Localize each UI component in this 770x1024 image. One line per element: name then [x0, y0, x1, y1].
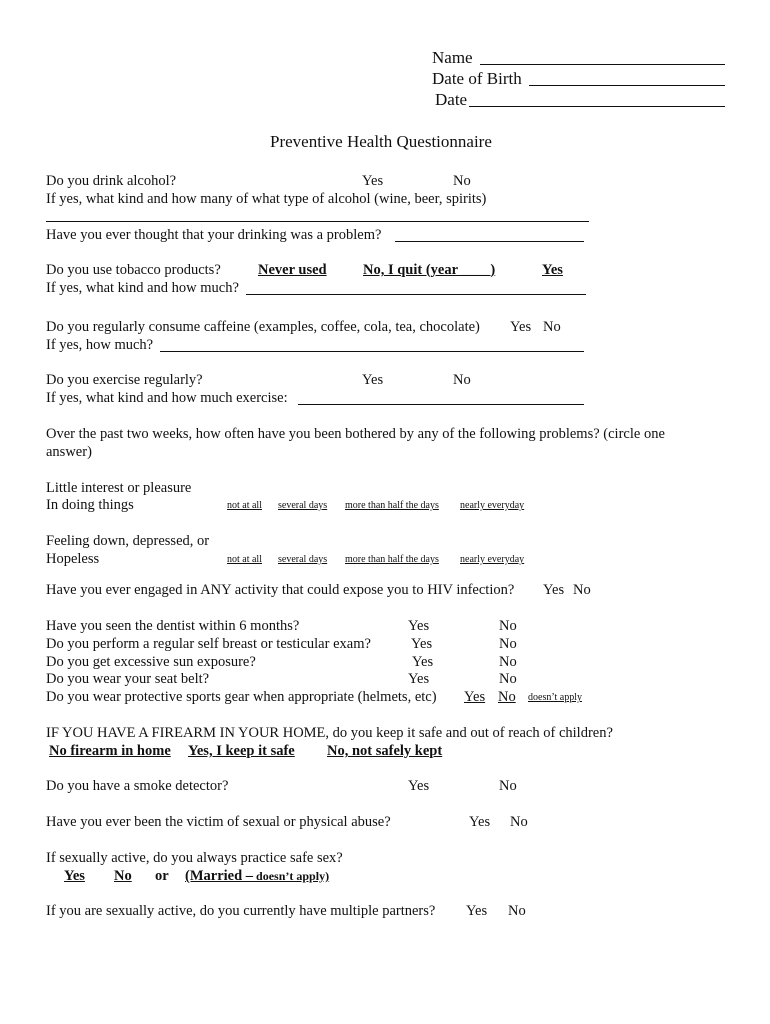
hiv-question: Have you ever engaged in ANY activity that could expose you to HIV infection?	[46, 582, 515, 598]
alcohol-question: Do you drink alcohol?	[46, 173, 177, 189]
smoke-detector-yes-option[interactable]: Yes	[408, 778, 430, 794]
interest-option-several-days[interactable]: several days	[278, 500, 328, 511]
dentist-no-option[interactable]: No	[499, 618, 517, 634]
abuse-question: Have you ever been the victim of sexual or physical abuse?	[46, 814, 391, 830]
firearm-safe-option[interactable]: Yes, I keep it safe	[188, 743, 295, 759]
caffeine-answer-field[interactable]	[160, 351, 584, 352]
dob-label: Date of Birth	[432, 69, 522, 88]
interest-label-line2: In doing things	[46, 497, 134, 513]
alcohol-no-option[interactable]: No	[453, 173, 471, 189]
date-field[interactable]	[469, 106, 725, 107]
interest-label-line1: Little interest or pleasure	[46, 480, 192, 496]
dentist-question: Have you seen the dentist within 6 months?	[46, 618, 300, 634]
caffeine-yes-option[interactable]: Yes	[510, 319, 532, 335]
tobacco-answer-field[interactable]	[246, 294, 586, 295]
depressed-label-line1: Feeling down, depressed, or	[46, 533, 210, 549]
depressed-option-more-than-half[interactable]: more than half the days	[345, 554, 439, 565]
safe-sex-no-option[interactable]: No	[114, 868, 132, 884]
safe-sex-yes-option[interactable]: Yes	[64, 868, 85, 884]
sports-gear-question: Do you wear protective sports gear when appropriate (helmets, etc)	[46, 689, 437, 705]
self-exam-yes-option[interactable]: Yes	[411, 636, 433, 652]
dob-field[interactable]	[529, 85, 725, 86]
seatbelt-yes-option[interactable]: Yes	[408, 671, 430, 687]
depressed-option-nearly-everyday[interactable]: nearly everyday	[460, 554, 525, 565]
interest-option-nearly-everyday[interactable]: nearly everyday	[460, 500, 525, 511]
hiv-yes-option[interactable]: Yes	[543, 582, 565, 598]
problems-intro-line1: Over the past two weeks, how often have you been bothered by any of the following problems? (circle one	[46, 426, 665, 442]
exercise-yes-option[interactable]: Yes	[362, 372, 384, 388]
safe-sex-married-option[interactable]: (Married – doesn’t apply)	[185, 868, 330, 884]
exercise-no-option[interactable]: No	[453, 372, 471, 388]
self-exam-question: Do you perform a regular self breast or testicular exam?	[46, 636, 371, 652]
tobacco-quit-option[interactable]: No, I quit (year ____)	[363, 262, 496, 278]
problems-intro-line2: answer)	[46, 444, 92, 460]
sports-gear-no-option[interactable]: No	[498, 689, 516, 705]
partners-no-option[interactable]: No	[508, 903, 526, 919]
exercise-followup: If yes, what kind and how much exercise:	[46, 390, 288, 406]
self-exam-no-option[interactable]: No	[499, 636, 517, 652]
name-field[interactable]	[480, 64, 725, 65]
exercise-question: Do you exercise regularly?	[46, 372, 203, 388]
firearm-no-firearm-option[interactable]: No firearm in home	[49, 743, 171, 759]
depressed-option-not-at-all[interactable]: not at all	[227, 554, 262, 565]
tobacco-never-option[interactable]: Never used	[258, 262, 327, 278]
interest-option-more-than-half[interactable]: more than half the days	[345, 500, 439, 511]
sun-yes-option[interactable]: Yes	[412, 654, 434, 670]
tobacco-yes-option[interactable]: Yes	[542, 262, 563, 278]
safe-sex-or-text: or	[155, 868, 169, 884]
interest-option-not-at-all[interactable]: not at all	[227, 500, 262, 511]
partners-question: If you are sexually active, do you currently have multiple partners?	[46, 903, 436, 919]
tobacco-question: Do you use tobacco products?	[46, 262, 221, 278]
safe-sex-question: If sexually active, do you always practice safe sex?	[46, 850, 343, 866]
caffeine-followup: If yes, how much?	[46, 337, 154, 353]
exercise-answer-field[interactable]	[298, 404, 584, 405]
alcohol-answer-field[interactable]	[46, 221, 589, 222]
tobacco-followup: If yes, what kind and how much?	[46, 280, 239, 296]
abuse-yes-option[interactable]: Yes	[469, 814, 491, 830]
abuse-no-option[interactable]: No	[510, 814, 528, 830]
firearm-not-safe-option[interactable]: No, not safely kept	[327, 743, 443, 759]
seatbelt-no-option[interactable]: No	[499, 671, 517, 687]
page-title: Preventive Health Questionnaire	[270, 132, 492, 151]
caffeine-no-option[interactable]: No	[543, 319, 561, 335]
alcohol-yes-option[interactable]: Yes	[362, 173, 384, 189]
caffeine-question: Do you regularly consume caffeine (examples, coffee, cola, tea, chocolate)	[46, 319, 480, 335]
firearm-question: IF YOU HAVE A FIREARM IN YOUR HOME, do you keep it safe and out of reach of children?	[46, 725, 613, 741]
sun-no-option[interactable]: No	[499, 654, 517, 670]
seatbelt-question: Do you wear your seat belt?	[46, 671, 210, 687]
smoke-detector-no-option[interactable]: No	[499, 778, 517, 794]
alcohol-followup: If yes, what kind and how many of what type of alcohol (wine, beer, spirits)	[46, 191, 487, 207]
sports-gear-na-option[interactable]: doesn’t apply	[528, 692, 582, 703]
alcohol-problem-field[interactable]	[395, 241, 584, 242]
smoke-detector-question: Do you have a smoke detector?	[46, 778, 229, 794]
sun-question: Do you get excessive sun exposure?	[46, 654, 256, 670]
sports-gear-yes-option[interactable]: Yes	[464, 689, 486, 705]
hiv-no-option[interactable]: No	[573, 582, 591, 598]
name-label: Name	[432, 48, 473, 67]
alcohol-problem-question: Have you ever thought that your drinking was a problem?	[46, 227, 382, 243]
partners-yes-option[interactable]: Yes	[466, 903, 488, 919]
dentist-yes-option[interactable]: Yes	[408, 618, 430, 634]
depressed-label-line2: Hopeless	[46, 551, 100, 567]
date-label: Date	[435, 90, 468, 109]
depressed-option-several-days[interactable]: several days	[278, 554, 328, 565]
